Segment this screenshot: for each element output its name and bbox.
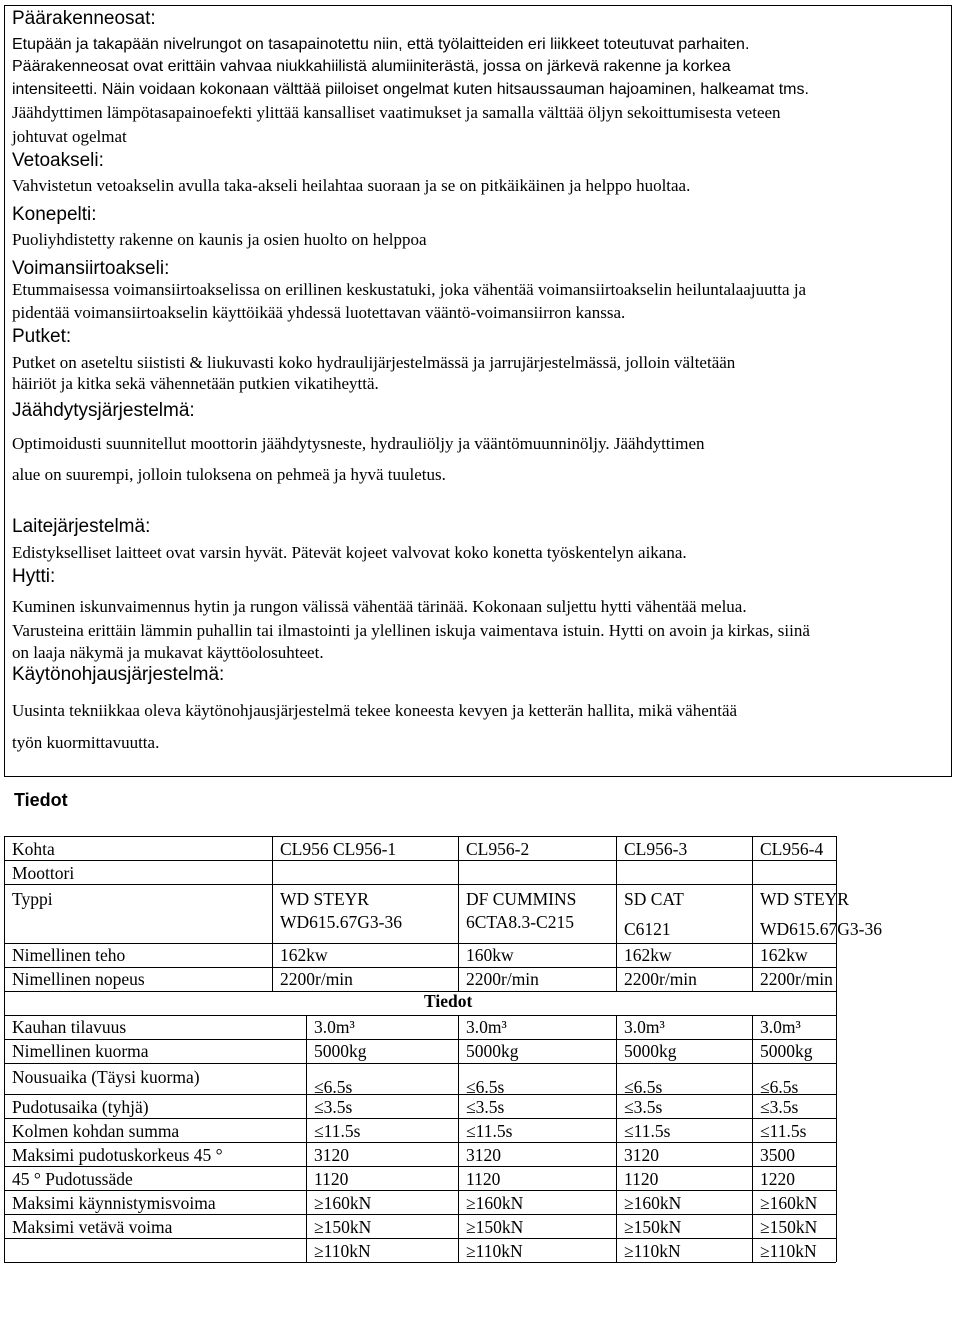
table-cell: ≤11.5s (466, 1121, 513, 1141)
table-cell: ≤3.5s (314, 1097, 353, 1117)
section-text-line: Vahvistetun vetoakselin avulla taka-akseli heilahtaa suoraan ja se on pitkäikäinen ja helppo huoltaa. (12, 176, 691, 195)
table-cell: 1120 (624, 1169, 659, 1189)
table-cell: ≤3.5s (760, 1097, 799, 1117)
table-rule (4, 1142, 836, 1143)
table-cell: ≥150kN (624, 1217, 682, 1237)
section-text-line: intensiteetti. Näin voidaan kokonaan välttää piiloiset ongelmat kuten hitsaussauman hajoaminen, halkeamat tms. (12, 81, 809, 98)
row-label: Maksimi pudotuskorkeus 45 ° (12, 1145, 223, 1165)
table-rule (616, 1015, 617, 1262)
table-cell: 3.0m³ (466, 1017, 507, 1037)
table-cell: ≥150kN (760, 1217, 818, 1237)
table-rule (752, 836, 753, 991)
table-rule (752, 1015, 753, 1262)
table-rule (4, 1063, 836, 1064)
section-text-line: Etupään ja takapään nivelrungot on tasapainotettu niin, että työlaitteiden eri liikkeet toteutuvat parhaiten. (12, 36, 750, 53)
section-text-line: Etummaisessa voimansiirtoakselissa on erillinen keskustatuki, joka vähentää voimansiirtoakselin heiluntalaajuutta ja (12, 280, 807, 299)
table-rule (4, 1166, 836, 1167)
table-cell: 3120 (624, 1145, 659, 1165)
table-cell: DF CUMMINS (466, 889, 577, 909)
table-cell: C6121 (624, 919, 671, 939)
table-cell: ≤6.5s (314, 1077, 353, 1097)
table-cell: ≥110kN (466, 1241, 523, 1261)
section-heading: Putket: (12, 326, 72, 347)
table-cell: ≥160kN (760, 1193, 818, 1213)
section-text-line: on laaja näkymä ja mukavat käyttöolosuhteet. (12, 643, 324, 662)
table-cell: 1120 (466, 1169, 501, 1189)
table-mid-title: Tiedot (424, 991, 473, 1011)
table-cell: 5000kg (466, 1041, 519, 1061)
section-text-line: Uusinta tekniikkaa oleva käytönohjausjärjestelmä tekee koneesta kevyen ja ketterän hallita, mikä vähentää (12, 701, 738, 720)
table-cell: 1120 (314, 1169, 349, 1189)
row-label: Maksimi vetävä voima (12, 1217, 173, 1237)
tiedot-title: Tiedot (14, 790, 68, 810)
table-cell: 6CTA8.3-C215 (466, 912, 574, 932)
table-cell: 5000kg (314, 1041, 367, 1061)
table-rule (4, 991, 836, 992)
table-cell: 3120 (466, 1145, 501, 1165)
table-rule (4, 991, 5, 1015)
table-cell: 3.0m³ (624, 1017, 665, 1037)
table-cell: 3120 (314, 1145, 349, 1165)
row-label: Nousuaika (Täysi kuorma) (12, 1067, 200, 1087)
table-rule (4, 884, 836, 885)
table-cell: ≤6.5s (624, 1077, 663, 1097)
table-rule (4, 1262, 836, 1263)
row-label: Pudotusaika (tyhjä) (12, 1097, 149, 1117)
table-rule (4, 1015, 5, 1262)
section-heading: Päärakenneosat: (12, 8, 156, 29)
table-cell: 162kw (280, 945, 328, 965)
table-rule (306, 1015, 307, 1262)
table-cell: ≥110kN (624, 1241, 681, 1261)
table-cell: 160kw (466, 945, 514, 965)
section-text-line: Edistykselliset laitteet ovat varsin hyvät. Pätevät kojeet valvovat koko konetta työskentelyn aikana. (12, 543, 687, 562)
table-rule (836, 991, 837, 1015)
section-text-line: häiriöt ja kitka sekä vähennetään putkien vikatiheyttä. (12, 374, 379, 393)
table-cell: ≤6.5s (466, 1077, 505, 1097)
table-rule (4, 860, 836, 861)
table-cell: 2200r/min (760, 969, 833, 989)
table-cell: 5000kg (760, 1041, 813, 1061)
table-rule (4, 1190, 836, 1191)
table-cell: WD615.67G3-36 (760, 919, 882, 939)
row-label: Typpi (12, 889, 53, 909)
table-cell: ≥160kN (466, 1193, 524, 1213)
row-label: Nimellinen kuorma (12, 1041, 149, 1061)
table-cell: CL956-3 (624, 839, 688, 859)
table-rule (272, 836, 273, 991)
section-heading: Laitejärjestelmä: (12, 516, 151, 537)
table-cell: 162kw (760, 945, 808, 965)
table-rule (458, 1015, 459, 1262)
table-rule (4, 943, 836, 944)
table-rule (836, 836, 837, 991)
row-label: Kauhan tilavuus (12, 1017, 127, 1037)
section-heading: Vetoakseli: (12, 150, 104, 171)
section-heading: Konepelti: (12, 204, 97, 225)
section-heading: Käytönohjausjärjestelmä: (12, 664, 225, 685)
table-cell: ≤11.5s (314, 1121, 361, 1141)
table-rule (4, 1094, 836, 1095)
table-cell: 162kw (624, 945, 672, 965)
table-cell: WD STEYR (280, 889, 369, 909)
row-label: Kolmen kohdan summa (12, 1121, 180, 1141)
row-label: 45 ° Pudotussäde (12, 1169, 133, 1189)
table-cell: 3.0m³ (314, 1017, 355, 1037)
table-cell: ≥160kN (624, 1193, 682, 1213)
table-cell: 2200r/min (280, 969, 353, 989)
section-text-line: Varusteina erittäin lämmin puhallin tai ilmastointi ja ylellinen iskuja vaimentava istuin. Hytti on avoin ja kirkas, siinä (12, 621, 810, 640)
section-text-line: Jäähdyttimen lämpötasapainoefekti ylittää kansalliset vaatimukset ja samalla välttää öljyn sekoittumisesta veteen (12, 103, 781, 122)
table-cell: ≤3.5s (466, 1097, 505, 1117)
table-cell: 5000kg (624, 1041, 677, 1061)
section-text-line: Päärakenneosat ovat erittäin vahvaa niukkahiilistä alumiiniterästä, jossa on järkevä rakenne ja korkea (12, 58, 731, 75)
table-cell: ≤11.5s (760, 1121, 807, 1141)
table-cell: CL956-2 (466, 839, 530, 859)
table-rule (4, 1118, 836, 1119)
table-cell: ≤3.5s (624, 1097, 663, 1117)
table-rule (616, 836, 617, 991)
table-cell: 3.0m³ (760, 1017, 801, 1037)
table-rule (458, 836, 459, 991)
table-rule (4, 836, 5, 991)
table-rule (4, 1015, 836, 1016)
table-rule (4, 836, 836, 837)
section-text-line: Kuminen iskunvaimennus hytin ja rungon välissä vähentää tärinää. Kokonaan suljettu hytti vähentää melua. (12, 597, 747, 616)
row-label: Kohta (12, 839, 55, 859)
section-text-line: pidentää voimansiirtoakselin käyttöikää yhdessä luotettavan vääntö-voimansiirron kanssa. (12, 303, 626, 322)
table-cell: ≥150kN (466, 1217, 524, 1237)
table-cell: ≥110kN (760, 1241, 817, 1261)
table-cell: CL956 CL956-1 (280, 839, 397, 859)
table-rule (836, 1015, 837, 1262)
table-cell: 1220 (760, 1169, 795, 1189)
row-label: Moottori (12, 863, 75, 883)
section-text-line: Optimoidusti suunnitellut moottorin jäähdytysneste, hydrauliöljy ja vääntömuunninöljy. Jäähdyttimen (12, 434, 705, 453)
section-text-line: työn kuormittavuutta. (12, 733, 160, 752)
table-cell: ≤6.5s (760, 1077, 799, 1097)
section-text-line: Putket on aseteltu siististi & liukuvasti koko hydraulijärjestelmässä ja jarrujärjestelmässä, jolloin vältetään (12, 353, 736, 372)
section-heading: Jäähdytysjärjestelmä: (12, 400, 195, 421)
table-cell: ≥110kN (314, 1241, 371, 1261)
table-cell: 2200r/min (624, 969, 697, 989)
table-cell: 2200r/min (466, 969, 539, 989)
table-cell: ≥160kN (314, 1193, 372, 1213)
table-cell: WD STEYR (760, 889, 849, 909)
section-text-line: johtuvat ogelmat (12, 127, 127, 146)
section-heading: Voimansiirtoakseli: (12, 258, 170, 279)
table-cell: CL956-4 (760, 839, 824, 859)
section-text-line: Puoliyhdistetty rakenne on kaunis ja osien huolto on helppoa (12, 230, 427, 249)
row-label: Nimellinen nopeus (12, 969, 145, 989)
table-cell: 3500 (760, 1145, 795, 1165)
table-rule (4, 1214, 836, 1215)
section-text-line: alue on suurempi, jolloin tuloksena on pehmeä ja hyvä tuuletus. (12, 465, 446, 484)
table-cell: SD CAT (624, 889, 684, 909)
section-heading: Hytti: (12, 566, 56, 587)
table-cell: ≤11.5s (624, 1121, 671, 1141)
table-cell: ≥150kN (314, 1217, 372, 1237)
table-rule (4, 1238, 836, 1239)
row-label: Maksimi käynnistymisvoima (12, 1193, 216, 1213)
row-label: Nimellinen teho (12, 945, 126, 965)
table-cell: WD615.67G3-36 (280, 912, 402, 932)
